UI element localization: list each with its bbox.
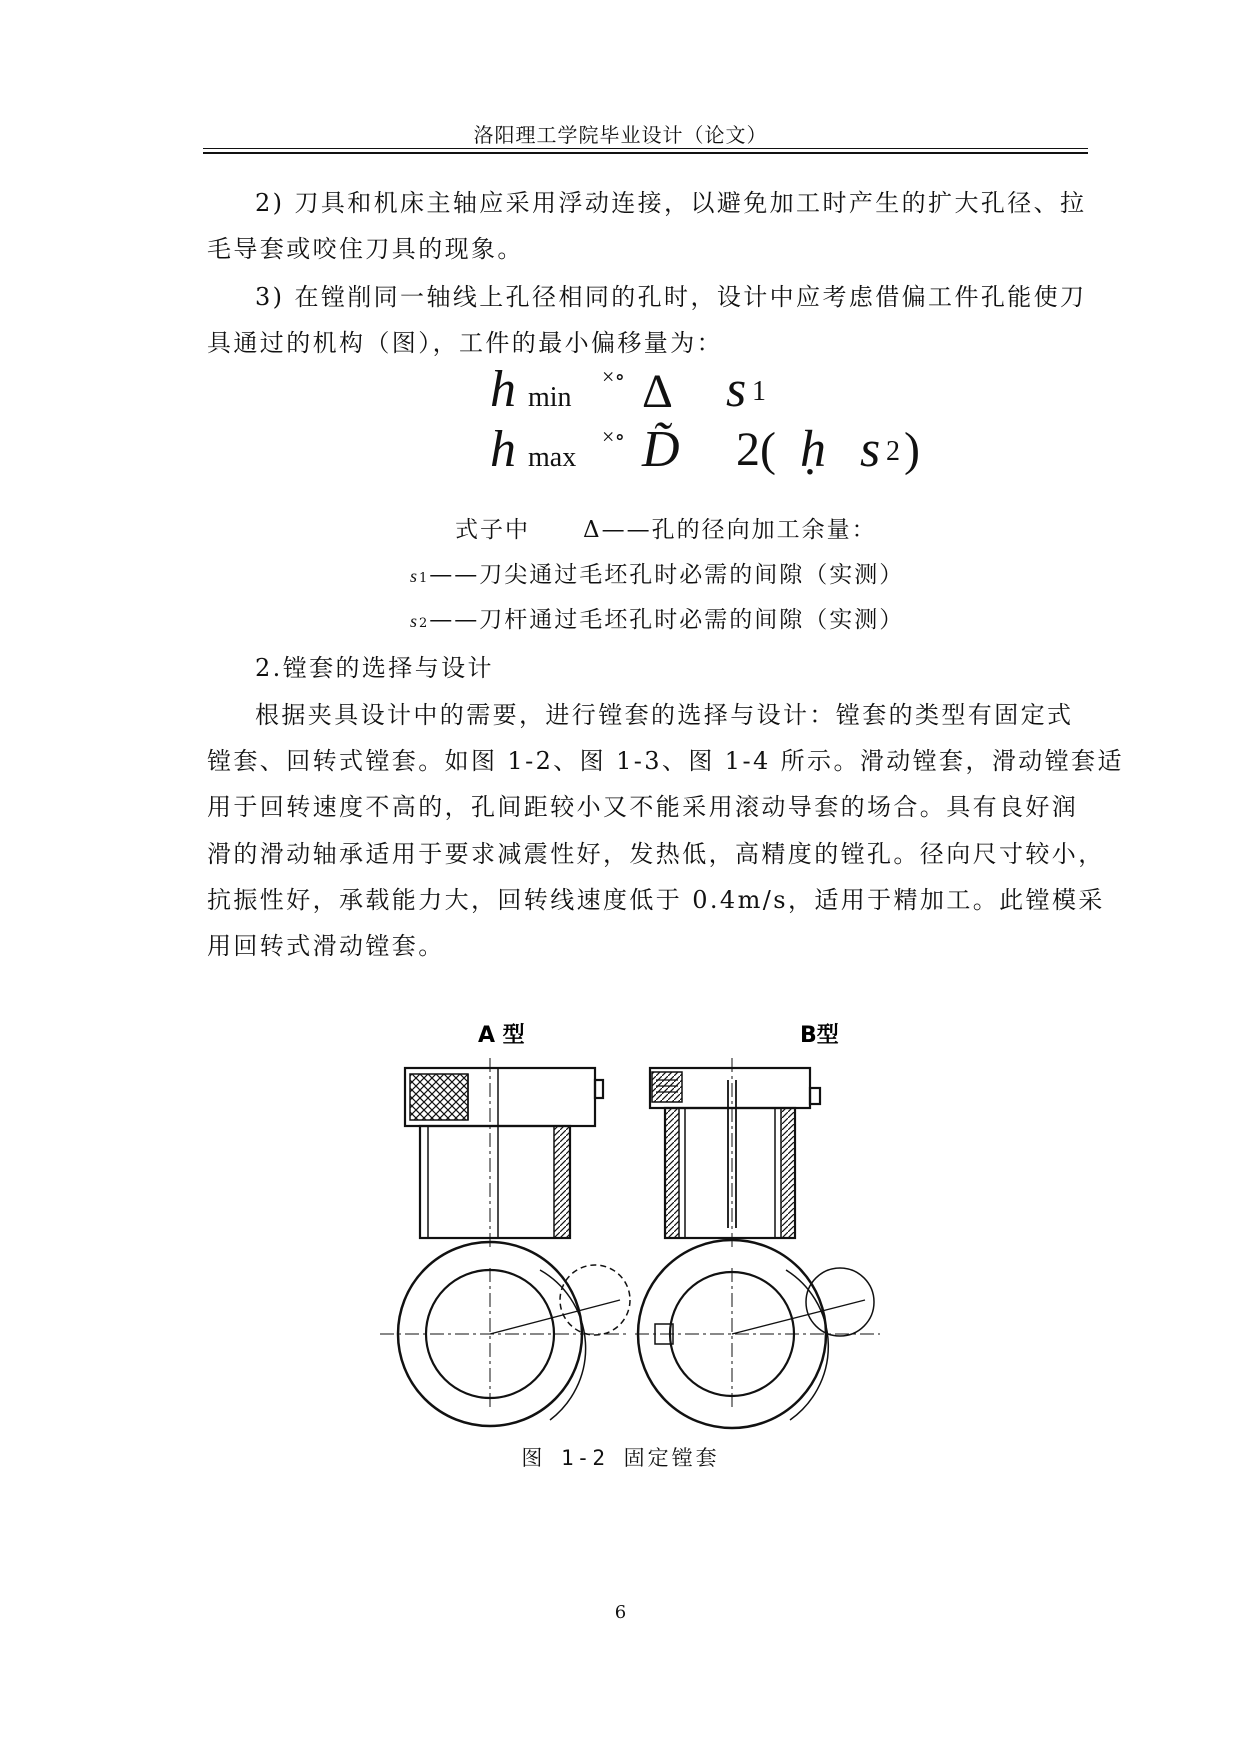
paragraph-line: 毛导套或咬住刀具的现象。 bbox=[207, 235, 524, 263]
formula-h-dot: ḥ bbox=[800, 421, 826, 478]
formula-garbled-symbol: ×∘ bbox=[602, 424, 626, 449]
where-prefix: 式子中 bbox=[455, 517, 530, 543]
s1-text: ——刀尖通过毛坯孔时必需的间隙（实测） bbox=[429, 562, 905, 588]
formula-h-max: h bbox=[490, 421, 516, 478]
running-header: 洛阳理工学院毕业设计（论文） bbox=[473, 123, 768, 147]
s1-symbol: s bbox=[410, 566, 420, 586]
paragraph-line: 镗套、回转式镗套。如图 1-2、图 1-3、图 1-4 所示。滑动镗套，滑动镗套适 bbox=[207, 747, 1124, 775]
bushing-figure bbox=[380, 1010, 980, 1490]
formula-s2: s bbox=[860, 421, 881, 478]
section-title: 2.镗套的选择与设计 bbox=[255, 654, 494, 682]
offset-formula bbox=[490, 360, 970, 490]
paragraph-line: 用回转式滑动镗套。 bbox=[207, 932, 445, 960]
figure-caption: 图 1-2 固定镗套 bbox=[521, 1446, 720, 1470]
formula-s1: s bbox=[726, 361, 747, 418]
formula-two-paren: 2( bbox=[736, 423, 776, 476]
paragraph-line: 根据夹具设计中的需要，进行镗套的选择与设计：镗套的类型有固定式 bbox=[255, 701, 1074, 729]
s2-text: ——刀杆通过毛坯孔时必需的间隙（实测） bbox=[429, 607, 905, 633]
page-number: 6 bbox=[614, 1602, 627, 1623]
formula-close-paren: ) bbox=[904, 423, 920, 476]
formula-sub-min: min bbox=[528, 382, 572, 413]
s1-definition bbox=[410, 556, 904, 589]
s1-subscript: 1 bbox=[419, 571, 430, 586]
header-rule-thick bbox=[203, 152, 1088, 154]
type-a-side-view bbox=[405, 1058, 603, 1250]
type-a-top-view bbox=[380, 1242, 630, 1426]
formula-delta: Δ bbox=[642, 365, 673, 418]
formula-s2-sub: 2 bbox=[886, 436, 900, 467]
label-type-a: A 型 bbox=[478, 1023, 525, 1048]
formula-h-min: h bbox=[490, 361, 516, 418]
type-b-side-view bbox=[650, 1058, 820, 1250]
paragraph-line: 滑的滑动轴承适用于要求减震性好，发热低，高精度的镗孔。径向尺寸较小， bbox=[207, 840, 1105, 868]
paragraph-line: 具通过的机构（图），工件的最小偏移量为： bbox=[207, 329, 723, 357]
label-type-b: B型 bbox=[800, 1023, 839, 1048]
paragraph-line: 2) 刀具和机床主轴应采用浮动连接，以避免加工时产生的扩大孔径、拉 bbox=[255, 189, 1087, 217]
s2-definition bbox=[410, 601, 904, 634]
formula-garbled-symbol: ×∘ bbox=[602, 364, 626, 389]
formula-s1-sub: 1 bbox=[752, 376, 766, 407]
s2-symbol: s bbox=[410, 611, 420, 631]
formula-sub-max: max bbox=[528, 442, 577, 473]
type-b-top-view bbox=[635, 1240, 880, 1428]
s2-subscript: 2 bbox=[419, 616, 430, 631]
where-delta: Δ——孔的径向加工余量： bbox=[583, 517, 877, 543]
paragraph-line: 用于回转速度不高的，孔间距较小又不能采用滚动导套的场合。具有良好润 bbox=[207, 793, 1079, 821]
paragraph-line: 3) 在镗削同一轴线上孔径相同的孔时，设计中应考虑借偏工件孔能使刀 bbox=[255, 283, 1087, 311]
formula-d-tilde: D̃ bbox=[642, 421, 680, 478]
paragraph-line: 抗振性好，承载能力大，回转线速度低于 0.4m/s，适用于精加工。此镗模采 bbox=[207, 886, 1105, 914]
header-rule-thin bbox=[203, 148, 1088, 149]
bushing-drawing bbox=[380, 1010, 980, 1490]
